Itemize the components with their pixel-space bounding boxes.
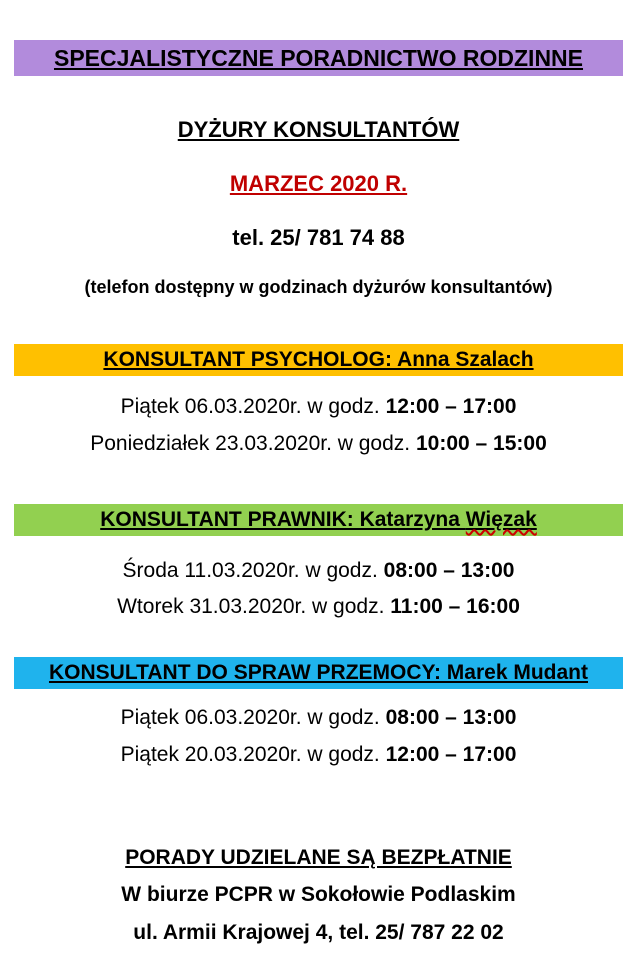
office-location: W biurze PCPR w Sokołowie Podlaskim [121,883,516,906]
schedule-row [0,556,637,586]
schedule-day: Piątek 06.03.2020r. w godz. [120,395,380,418]
schedule-row [0,740,637,770]
section-header-lawyer-prefix: KONSULTANT PRAWNIK: Katarzyna [100,508,466,531]
schedule-hours: 11:00 – 16:00 [390,595,520,618]
subtitle: DYŻURY KONSULTANTÓW [177,117,460,142]
section-header-violence-consultant: KONSULTANT DO SPRAW PRZEMOCY: Marek Mudant [14,657,623,689]
schedule-day: Piątek 20.03.2020r. w godz. [120,743,380,766]
phone-number: tel. 25/ 781 74 88 [232,225,405,250]
schedule-day: Środa 11.03.2020r. w godz. [122,559,378,582]
schedule-day: Piątek 06.03.2020r. w godz. [120,706,380,729]
schedule-day: Wtorek 31.03.2020r. w godz. [117,595,385,618]
schedule-hours: 12:00 – 17:00 [385,743,517,766]
section-header-psychologist: KONSULTANT PSYCHOLOG: Anna Szalach [14,344,623,376]
office-address: ul. Armii Krajowej 4, tel. 25/ 787 22 02 [133,921,504,944]
schedule-row [0,429,637,459]
section-header-lawyer [14,504,623,536]
month-label: MARZEC 2020 R. [229,171,408,196]
schedule-hours: 12:00 – 17:00 [385,395,517,418]
schedule-hours: 10:00 – 15:00 [415,432,547,455]
schedule-row [0,392,637,422]
schedule-hours: 08:00 – 13:00 [383,559,515,582]
section-header-lawyer-surname: Więzak [465,508,537,531]
free-notice: PORADY UDZIELANE SĄ BEZPŁATNIE [125,846,512,869]
schedule-row [0,703,637,733]
page-title: SPECJALISTYCZNE PORADNICTWO RODZINNE [14,40,623,76]
phone-note: (telefon dostępny w godzinach dyżurów konsultantów) [84,277,553,297]
schedule-day: Poniedziałek 23.03.2020r. w godz. [90,432,411,455]
schedule-row [0,592,637,622]
schedule-hours: 08:00 – 13:00 [385,706,517,729]
